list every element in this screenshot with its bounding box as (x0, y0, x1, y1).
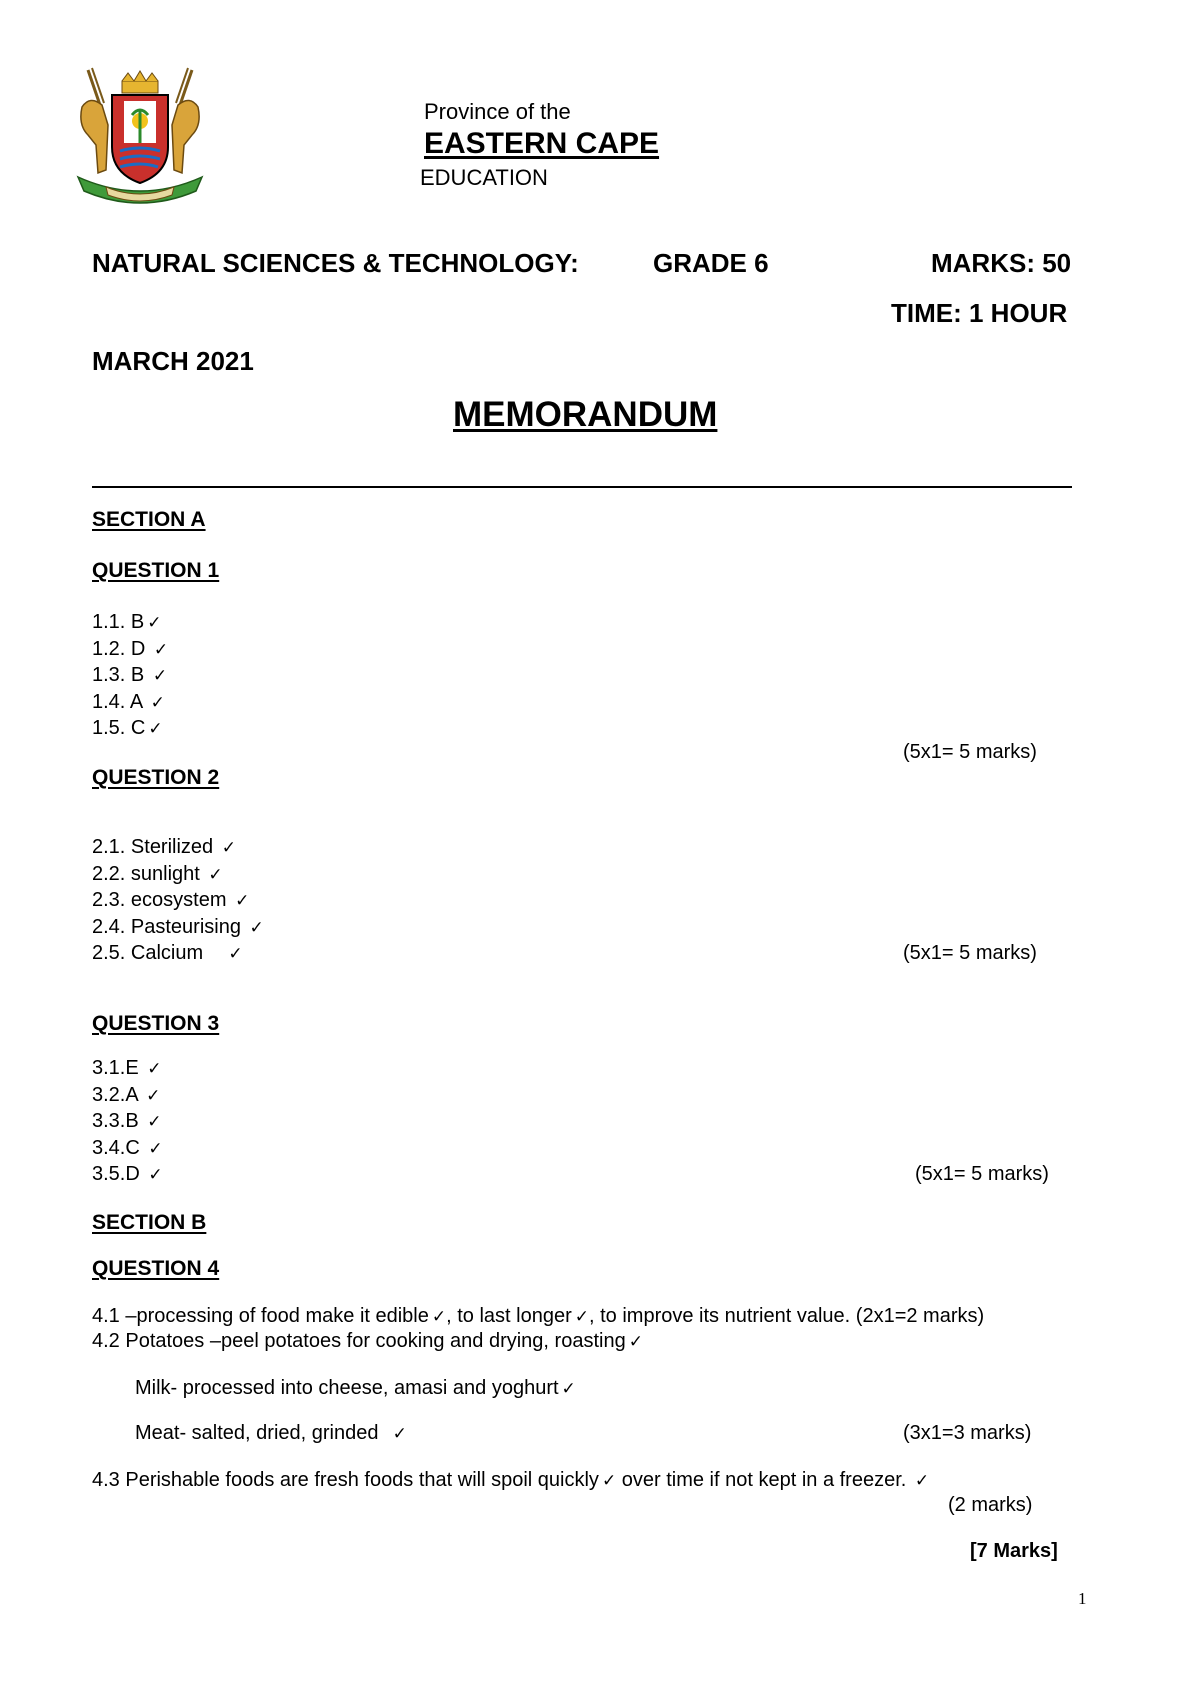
question-4-title: QUESTION 4 (92, 1257, 220, 1280)
answer-item: 1.3. B ✓ (92, 664, 168, 686)
page-number: 1 (1078, 1589, 1087, 1608)
answer-item: 1.5. C ✓ (92, 717, 163, 739)
subject-title: NATURAL SCIENCES & TECHNOLOGY: (92, 248, 579, 278)
question-3-marks: (5x1= 5 marks) (915, 1163, 1049, 1185)
answer-item: 2.2. sunlight ✓ (92, 862, 223, 885)
section-b-title: SECTION B (92, 1211, 207, 1234)
coat-of-arms-logo (70, 65, 210, 205)
answer-4-2-meat: Meat- salted, dried, grinded ✓ (135, 1422, 407, 1444)
total-marks: MARKS: 50 (931, 248, 1072, 278)
section-a-title: SECTION A (92, 508, 206, 531)
check-icon: ✓ (150, 692, 165, 713)
check-icon: ✓ (148, 719, 163, 739)
answer-item: 1.4. A ✓ (92, 690, 165, 713)
divider-rule (92, 486, 1072, 488)
answer-item: 2.1. Sterilized ✓ (92, 836, 236, 858)
answer-4-2-potatoes: 4.2 Potatoes –peel potatoes for cooking and drying, roasting ✓ (92, 1330, 643, 1352)
check-icon: ✓ (152, 666, 168, 686)
answer-item: 2.3. ecosystem ✓ (92, 889, 250, 911)
check-icon: ✓ (392, 1424, 407, 1444)
question-2-title: QUESTION 2 (92, 766, 220, 789)
question-1-answers (92, 610, 168, 743)
answer-item: 3.3.B ✓ (92, 1110, 162, 1132)
answer-item: 1.1. B ✓ (92, 611, 162, 633)
check-icon: ✓ (561, 1379, 576, 1399)
page-title: MEMORANDUM (453, 395, 718, 434)
check-icon: ✓ (147, 1059, 162, 1079)
answer-4-2-milk: Milk- processed into cheese, amasi and yoghurt ✓ (135, 1377, 576, 1399)
answer-4-3-marks: (2 marks) (948, 1494, 1033, 1516)
check-icon: ✓ (208, 864, 223, 885)
check-icon: ✓ (147, 613, 162, 633)
exam-date: MARCH 2021 (92, 346, 254, 376)
check-icon: ✓ (153, 639, 169, 660)
answer-item: 3.4.C ✓ (92, 1136, 163, 1159)
check-icon: ✓ (235, 891, 250, 911)
answer-item: 3.2.A ✓ (92, 1083, 161, 1106)
question-4-total: [7 Marks] (970, 1540, 1058, 1562)
check-icon: ✓ (628, 1332, 643, 1352)
check-icon: ✓ (148, 1138, 163, 1159)
province-line: Province of the (424, 99, 571, 124)
check-icon: ✓ (146, 1085, 161, 1106)
time-allowed: TIME: 1 HOUR (891, 298, 1068, 328)
answer-4-2-marks: (3x1=3 marks) (903, 1422, 1032, 1444)
check-icon: ✓ (249, 917, 264, 938)
grade-label: GRADE 6 (653, 248, 769, 278)
answer-item: 3.5.D ✓ (92, 1163, 163, 1185)
question-1-marks: (5x1= 5 marks) (903, 741, 1037, 763)
province-name: EASTERN CAPE (424, 127, 660, 160)
check-icon: ✓ (431, 1307, 447, 1327)
department-name: EDUCATION (420, 165, 548, 190)
question-2-marks: (5x1= 5 marks) (903, 942, 1037, 964)
question-3-answers (92, 1056, 163, 1189)
question-1-title: QUESTION 1 (92, 559, 220, 582)
check-icon: ✓ (228, 944, 243, 964)
check-icon: ✓ (574, 1307, 589, 1327)
question-3-title: QUESTION 3 (92, 1012, 220, 1035)
answer-item: 2.5. Calcium ✓ (92, 942, 243, 964)
answer-item: 3.1.E ✓ (92, 1057, 162, 1079)
check-icon: ✓ (221, 838, 236, 858)
check-icon: ✓ (601, 1471, 617, 1491)
answer-4-1: 4.1 –processing of food make it edible ✓, to last longer ✓, to improve its nutrient value. (2x1=2 marks) (92, 1305, 985, 1327)
answer-item: 1.2. D ✓ (92, 637, 169, 660)
answer-item: 2.4. Pasteurising ✓ (92, 915, 264, 938)
question-2-answers (92, 835, 264, 968)
check-icon: ✓ (914, 1471, 930, 1491)
check-icon: ✓ (148, 1165, 163, 1185)
answer-4-3: 4.3 Perishable foods are fresh foods that will spoil quickly ✓ over time if not kept in a freezer. ✓ (92, 1469, 930, 1491)
check-icon: ✓ (147, 1112, 162, 1132)
